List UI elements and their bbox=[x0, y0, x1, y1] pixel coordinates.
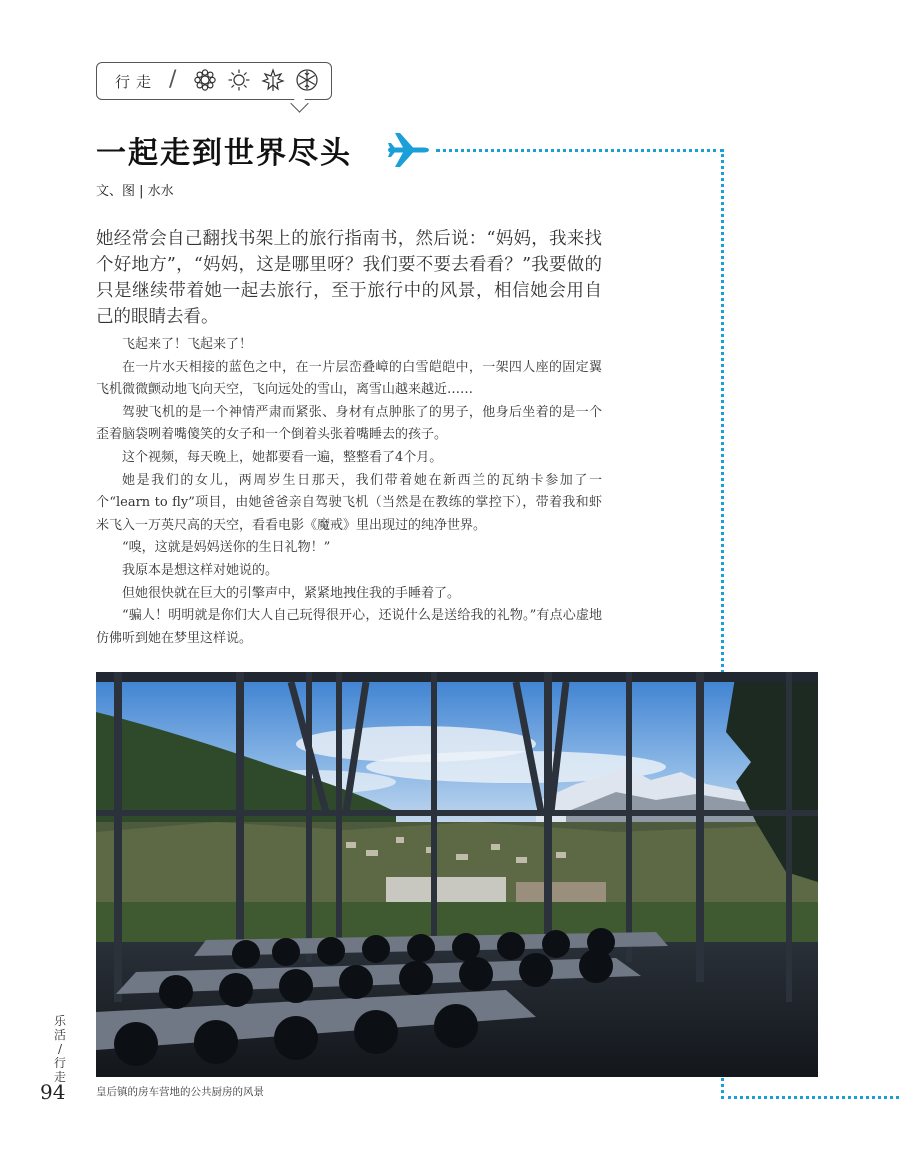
article-title: 一起走到世界尽头 bbox=[96, 136, 352, 171]
body-paragraph: 驾驶飞机的是一个神情严肃而紧张、身材有点肿胀了的男子，他身后坐着的是一个歪着脑袋咧着嘴傻笑的女子和一个倒着头张着嘴睡去的孩子。 bbox=[96, 404, 602, 443]
body-paragraph: 飞起来了！飞起来了！ bbox=[122, 337, 253, 352]
body-paragraph: 这个视频，每天晚上，她都要看一遍，整整看了4个月。 bbox=[122, 449, 443, 465]
section-tag bbox=[96, 62, 332, 100]
body-paragraph: “骗人！明明就是你们大人自己玩得很开心，还说什么是送给我的礼物。”有点心虚地仿佛听到她在梦里这样说。 bbox=[96, 608, 602, 646]
section-top-label: 乐活 bbox=[53, 1014, 66, 1042]
dotted-path-top bbox=[436, 149, 724, 152]
lead-paragraph: 她经常会自己翻找书架上的旅行指南书，然后说：“妈妈，我来找个好地方”，“妈妈，这是哪里呀？我们要不要去看看？”我要做的只是继续带着她一起去旅行，至于旅行中的风景，相信她会用自己的眼睛去看。 bbox=[96, 229, 602, 327]
kitchen-photo bbox=[96, 672, 818, 1077]
body-paragraph: 她是我们的女儿，两周岁生日那天，我们带着她在新西兰的瓦纳卡参加了一个“learn to fly”项目，由她爸爸亲自驾驶飞机（当然是在教练的掌控下），带着我和虾米飞入一万英尺高的天空，看看电影《魔戒》里出现过的纯净世界。 bbox=[96, 472, 602, 533]
leaf-icon bbox=[261, 68, 285, 92]
sun-flower-icon bbox=[193, 68, 217, 92]
section-tag-label: 行走 bbox=[115, 73, 158, 91]
photo-caption: 皇后镇的房车营地的公共厨房的风景 bbox=[96, 1086, 264, 1098]
section-vertical-label bbox=[52, 1014, 68, 1084]
body-paragraph: 我原本是想这样对她说的。 bbox=[122, 562, 279, 578]
byline: 文、图 | 水水 bbox=[96, 184, 174, 199]
section-tag-slash: / bbox=[169, 67, 177, 92]
snowflake-icon bbox=[295, 68, 319, 92]
tag-icons bbox=[193, 68, 319, 92]
section-separator: / bbox=[57, 1042, 63, 1056]
body-paragraph: 在一片水天相接的蓝色之中，在一片层峦叠嶂的白雪皑皑中，一架四人座的固定翼飞机微微颤动地飞向天空，飞向远处的雪山，离雪山越来越近…… bbox=[96, 359, 602, 398]
body-paragraph: “嗅，这就是妈妈送你的生日礼物！” bbox=[122, 540, 331, 556]
airplane-icon bbox=[386, 130, 430, 170]
dotted-path-bottom bbox=[721, 1096, 899, 1099]
page-number: 94 bbox=[40, 1080, 66, 1104]
article-body bbox=[96, 334, 602, 650]
sun-icon bbox=[227, 68, 251, 92]
body-paragraph: 但她很快就在巨大的引擎声中，紧紧地拽住我的手睡着了。 bbox=[122, 585, 461, 601]
section-bottom-label: 行走 bbox=[53, 1056, 66, 1084]
